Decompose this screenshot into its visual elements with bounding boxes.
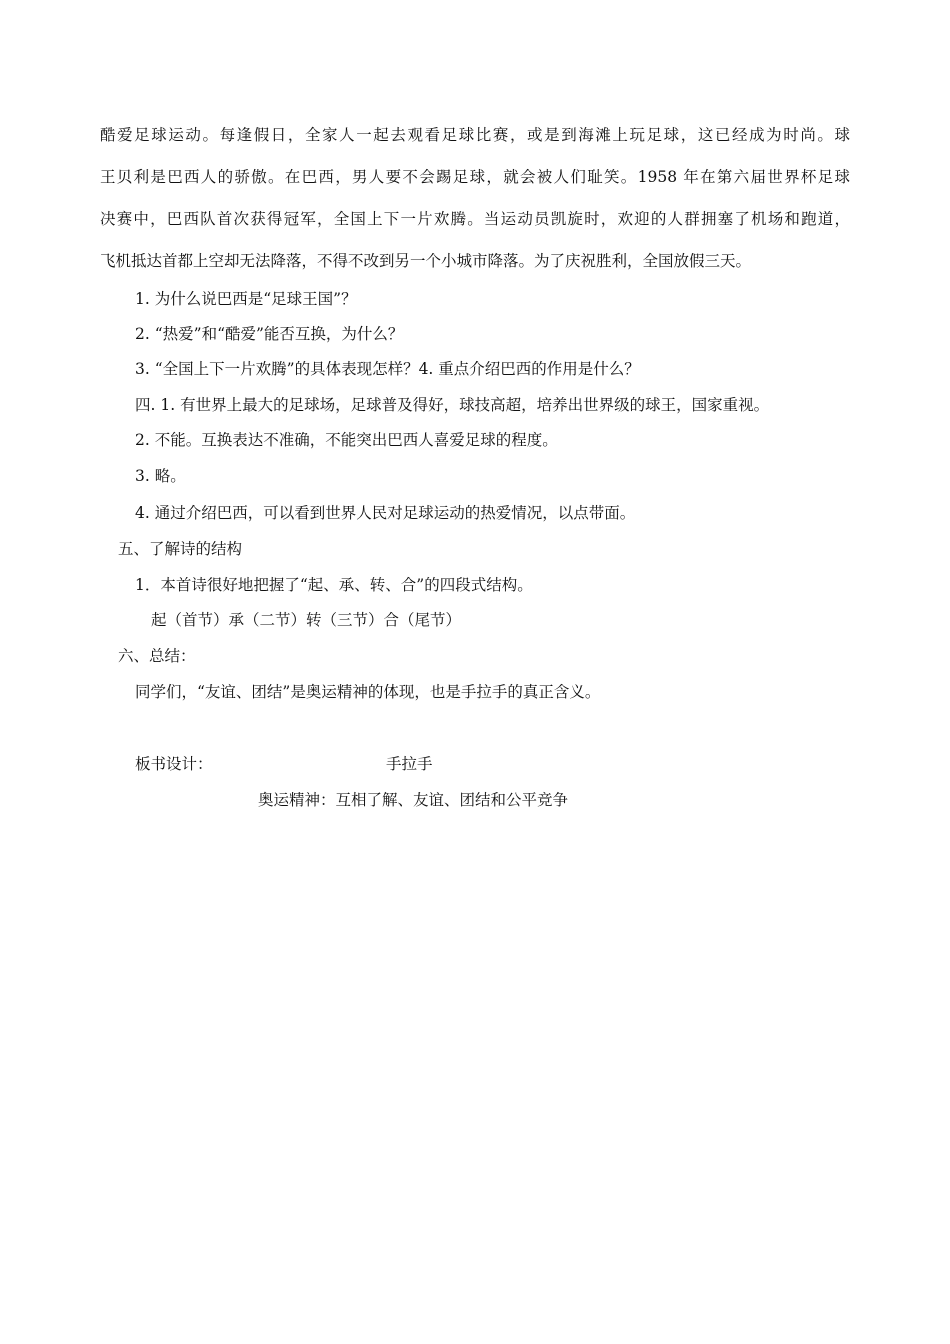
paragraph-line-2: 王贝利是巴西人的骄傲。在巴西，男人要不会踢足球，就会被人们耻笑。1958 年在第六届世界杯足球 — [100, 168, 850, 186]
paragraph-line-1: 酷爱足球运动。每逢假日，全家人一起去观看足球比赛，或是到海滩上玩足球，这已经成为时尚。球 — [100, 126, 850, 144]
paragraph-line-3: 决赛中，巴西队首次获得冠军，全国上下一片欢腾。当运动员凯旋时，欢迎的人群拥塞了机场和跑道， — [100, 210, 850, 228]
question-3: 3. “全国上下一片欢腾”的具体表现怎样？4. 重点介绍巴西的作用是什么？ — [135, 360, 640, 378]
section-5-heading: 五、了解诗的结构 — [118, 540, 243, 558]
answer-4: 4. 通过介绍巴西，可以看到世界人民对足球运动的热爱情况，以点带面。 — [135, 504, 636, 522]
board-design-label: 板书设计： — [135, 755, 213, 773]
board-title: 手拉手 — [386, 755, 433, 773]
paragraph-line-4: 飞机抵达首都上空却无法降落，不得不改到另一个小城市降落。为了庆祝胜利，全国放假三天。 — [100, 252, 752, 270]
question-1: 1. 为什么说巴西是“足球王国”？ — [135, 290, 357, 308]
section-6-heading: 六、总结： — [118, 647, 196, 665]
answer-3: 3. 略。 — [135, 467, 186, 485]
section-5-structure: 起（首节）承（二节）转（三节）合（尾节） — [151, 611, 462, 629]
board-spirit: 奥运精神：互相了解、友谊、团结和公平竞争 — [258, 791, 569, 809]
question-2: 2. “热爱”和“酷爱”能否互换，为什么？ — [135, 325, 404, 343]
section-6-text: 同学们，“友谊、团结”是奥运精神的体现，也是手拉手的真正含义。 — [135, 683, 601, 701]
section-5-item: 1．本首诗很好地把握了“起、承、转、合”的四段式结构。 — [135, 576, 533, 594]
answer-2: 2. 不能。互换表达不准确，不能突出巴西人喜爱足球的程度。 — [135, 431, 558, 449]
answer-1: 四. 1. 有世界上最大的足球场，足球普及得好，球技高超，培养出世界级的球王，国家重视。 — [135, 396, 770, 414]
